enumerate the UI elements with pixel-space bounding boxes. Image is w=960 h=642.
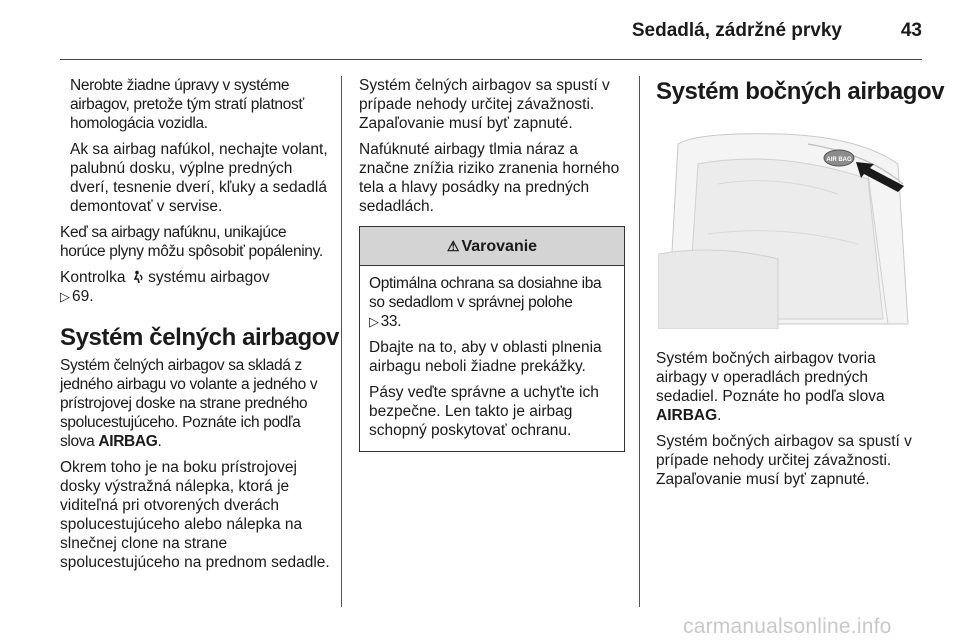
column-divider-2 [639,76,640,607]
warning-box-body [360,266,624,451]
warning-seat-text: Optimálna ochrana sa dosiahne iba so sedadlom v správnej polohe [369,275,602,311]
page-number: 43 [900,20,922,41]
paragraph-warning-label: Okrem toho je na boku prístrojovej dosky výstražná nálepka, ktorá je viditeľná pri otvorených dverách spolucestujúceho alebo nálepka na slnečnej clone na strane spolucestujúceho na prednom sedadle. [60,459,330,571]
reference-arrow-icon: ▷ [369,314,379,329]
control-lamp-suffix: systému airbagov [148,269,270,286]
side-airbag-suffix: . [717,407,722,424]
airbag-keyword: AIRBAG [656,407,718,424]
control-lamp-page-ref[interactable]: 69. [72,288,94,305]
header-divider [60,59,922,60]
paragraph-front-airbag-trigger: Systém čelných airbagov sa spustí v prípade nehody určitej závažnosti. Zapaľovanie musí byť zapnuté. [359,77,610,132]
heading-side-airbags: Systém bočných airbagov [656,78,945,105]
paragraph-hot-gases: Keď sa airbagy nafúknu, unikajúce horúce plyny môžu spôsobiť popáleniny. [60,224,323,260]
seat-airbag-illustration [658,124,920,329]
airbag-keyword: AIRBAG [98,433,158,450]
watermark: carmanualsonline.info [683,615,892,638]
column-middle [359,76,625,452]
paragraph-modification-warning: Nerobte žiadne úpravy v systéme airbagov, pretože tým stratí platnosť homologácia vozidla. [70,77,304,132]
column-right [656,76,945,496]
paragraph-side-airbag-trigger: Systém bočných airbagov sa spustí v prípade nehody určitej závažnosti. Zapaľovanie musí byť zapnuté. [656,433,912,488]
airbag-warning-lamp-icon [130,270,144,284]
side-airbag-text: Systém bočných airbagov tvoria airbagy v operadlách predných sedadiel. Poznáte ho podľa slova [656,350,885,405]
paragraph-service-notice: Ak sa airbag nafúkol, nechajte volant, palubnú dosku, výplne predných dverí, tesnenie dverí, kľuky a sedadlá demontovať v servise. [70,141,328,215]
column-divider-1 [341,76,342,607]
control-lamp-prefix: Kontrolka [60,269,126,286]
front-airbag-text: Systém čelných airbagov sa skladá z jedného airbagu vo volante a jedného v prístrojovej doske na strane predného spolucestujúceho. Poznáte ich podľa slova [60,357,318,450]
airbag-label-text: AIR BAG [826,157,852,163]
warning-belts: Pásy veďte správne a uchyťte ich bezpečne. Len takto je airbag schopný poskytovať ochranu. [369,384,599,439]
column-left [60,76,339,579]
warning-title: Varovanie [461,237,538,255]
seat-position-page-ref[interactable]: 33. [380,313,402,330]
page-header-title: Sedadlá, zádržné prvky [631,20,842,41]
paragraph-side-airbag-system [656,349,926,425]
warning-seat-position [369,274,615,331]
front-airbag-suffix: . [157,433,162,450]
warning-box-header [360,227,624,266]
warning-box [359,226,625,452]
paragraph-inflated-airbags: Nafúknuté airbagy tlmia náraz a značne znížia riziko zranenia horného tela a hlavy posádky na predných sedadlách. [359,141,620,215]
warning-triangle-icon: ⚠ [446,237,460,254]
paragraph-control-lamp [60,268,330,306]
reference-arrow-icon: ▷ [60,289,70,304]
warning-no-obstacles: Dbajte na to, aby v oblasti plnenia airbagu neboli žiadne prekážky. [369,339,602,375]
heading-front-airbags: Systém čelných airbagov [60,324,339,351]
paragraph-front-airbag-system [60,356,330,451]
